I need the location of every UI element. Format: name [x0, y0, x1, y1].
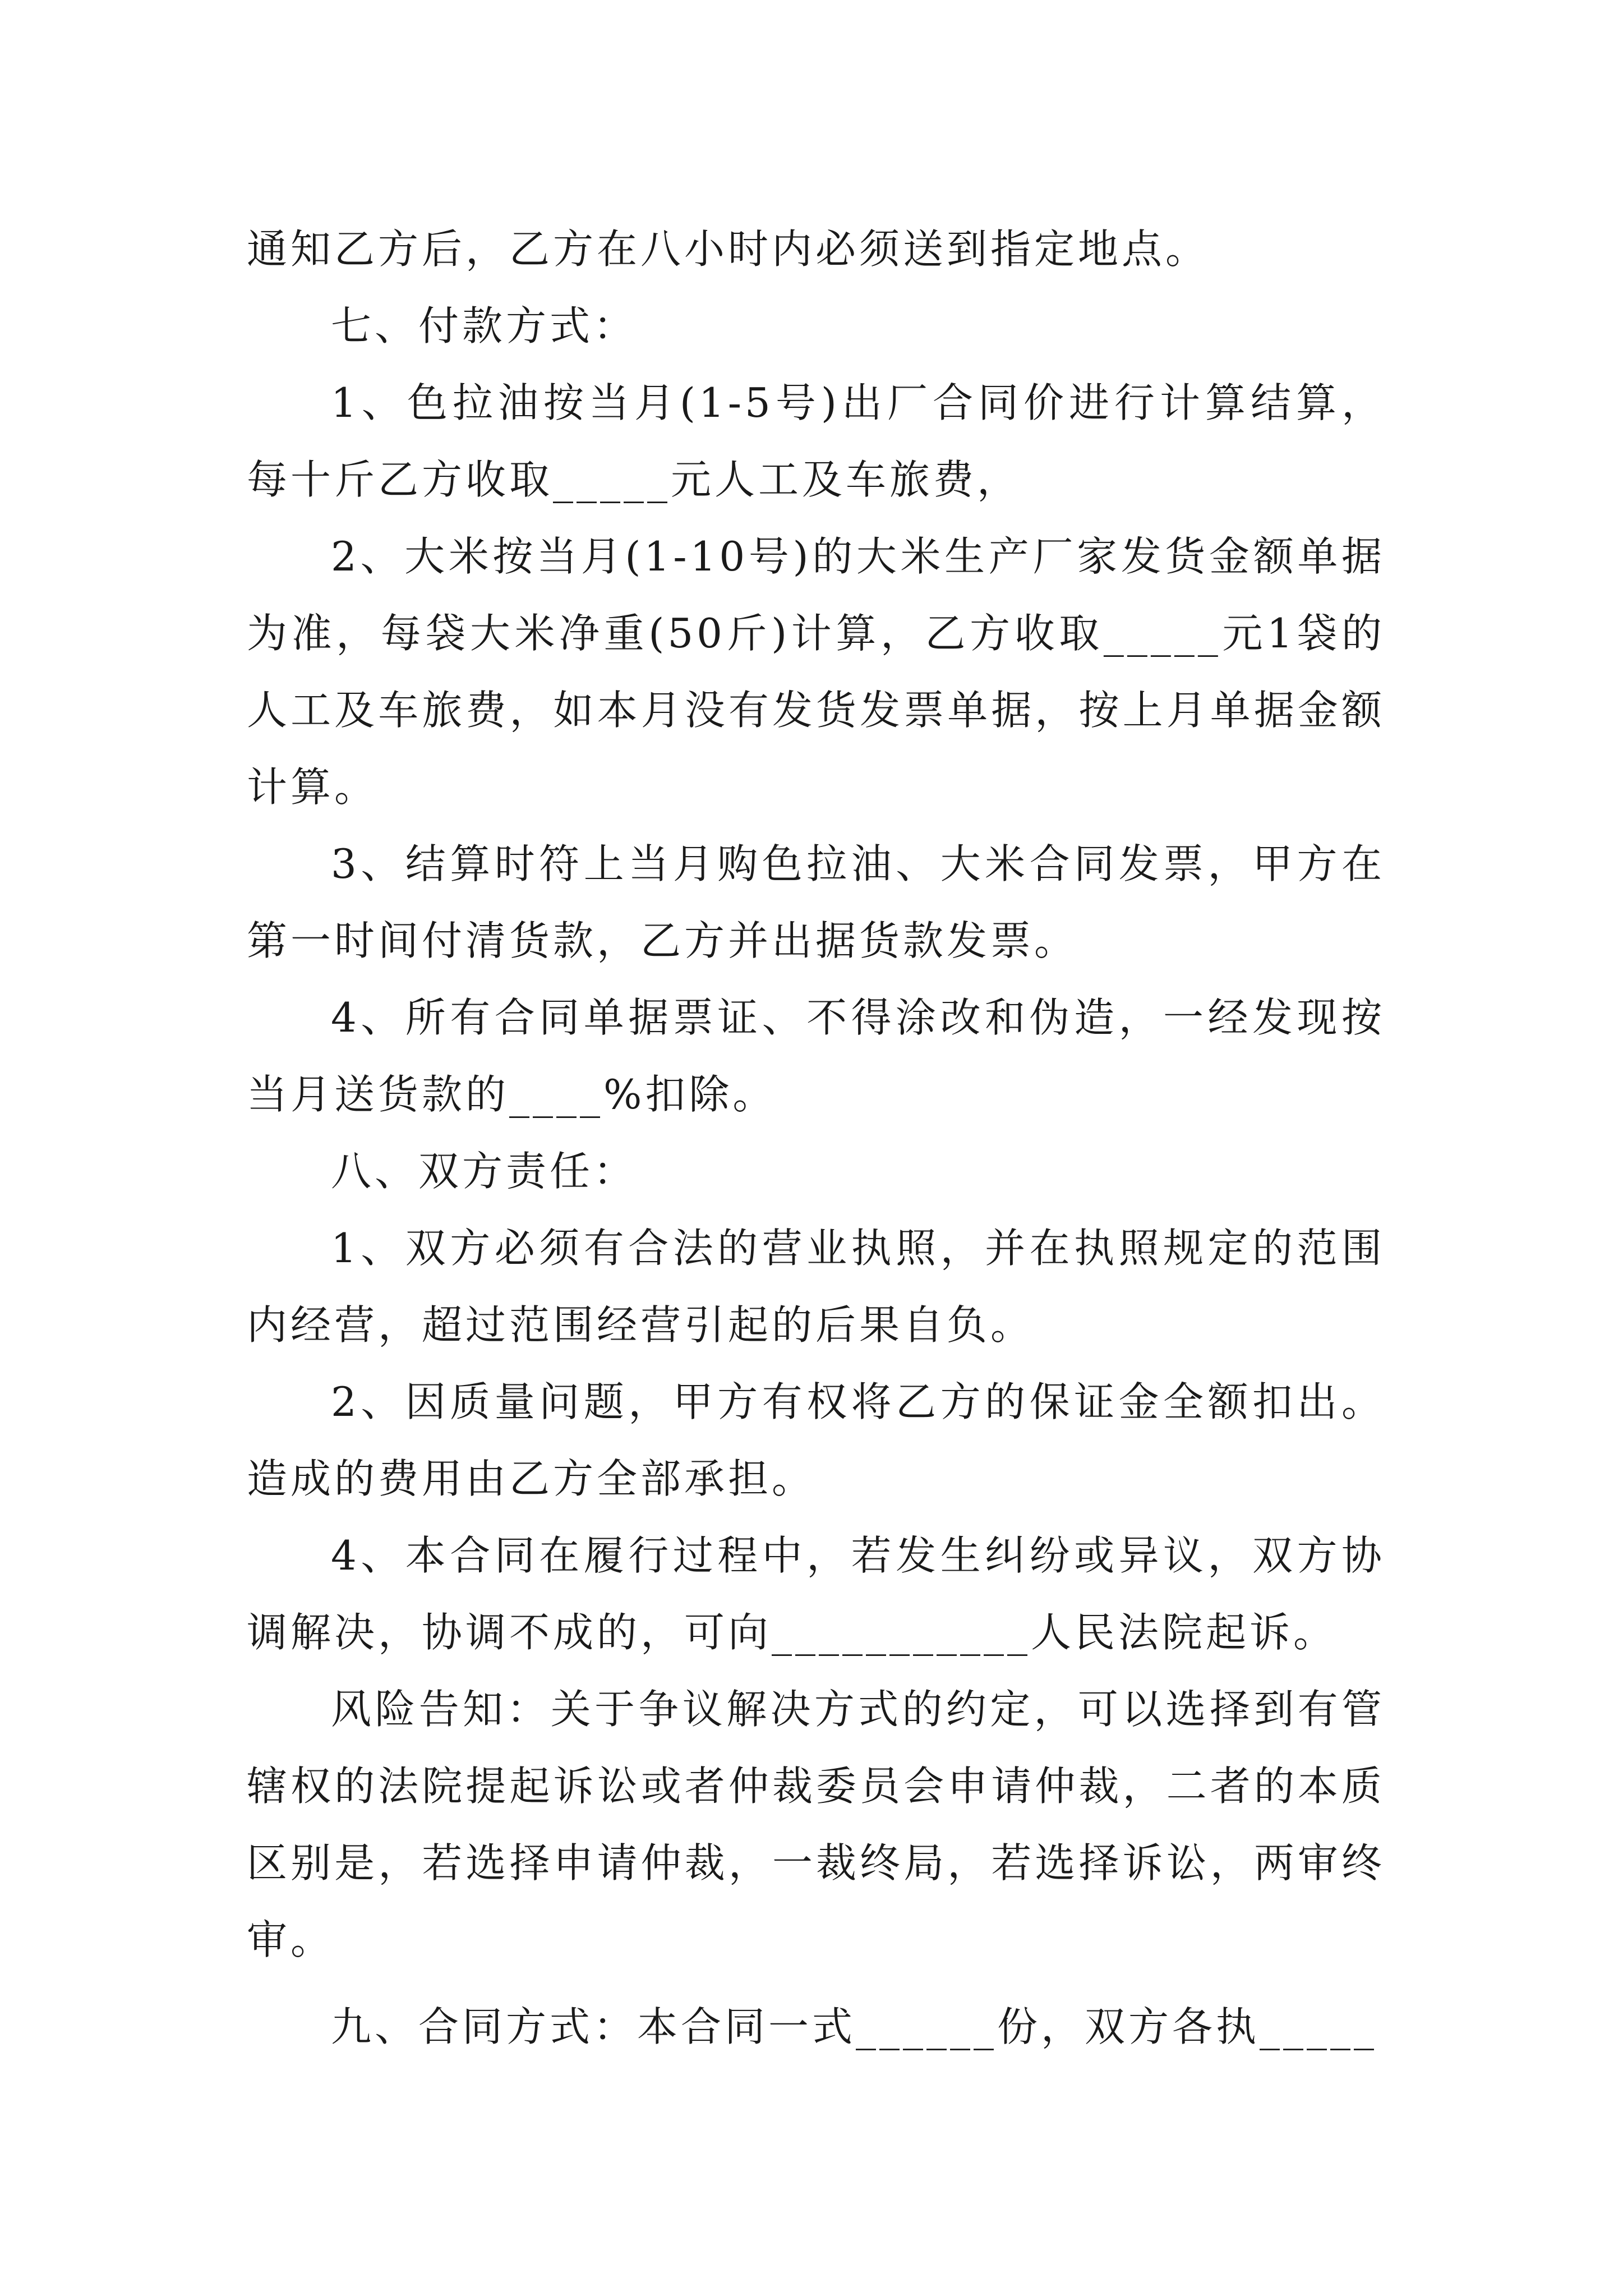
spacer — [247, 1978, 1385, 1989]
clause-rice-settlement: 2、大米按当月(1-10号)的大米生产厂家发货金额单据为准，每袋大米净重(50斤)计算，乙方收取_____元1袋的人工及车旅费，如本月没有发货发票单据，按上月单据金额计算。 — [247, 533, 1385, 811]
contract-body — [247, 211, 1385, 2065]
clause-dispute-court: 4、本合同在履行过程中，若发生纠纷或异议，双方协调解决，协调不成的，可向___________人民法院起诉。 — [247, 1532, 1385, 1656]
heading-responsibilities: 八、双方责任： — [331, 1148, 638, 1195]
heading-payment-method: 七、付款方式： — [331, 302, 638, 349]
clause-contract-copies: 九、合同方式：本合同一式______份，双方各执_____ — [331, 2003, 1378, 2050]
clause-quality-deposit: 2、因质量问题，甲方有权将乙方的保证金全额扣出。造成的费用由乙方全部承担。 — [247, 1378, 1385, 1502]
paragraph-delivery-notice: 通知乙方后，乙方在八小时内必须送到指定地点。 — [247, 226, 1210, 273]
clause-invoice-payment: 3、结算时符上当月购色拉油、大米合同发票，甲方在第一时间付清货款，乙方并出据货款发票。 — [247, 840, 1385, 964]
clause-no-forgery: 4、所有合同单据票证、不得涂改和伪造，一经发现按当月送货款的____%扣除。 — [247, 994, 1385, 1118]
risk-notice: 风险告知：关于争议解决方式的约定，可以选择到有管辖权的法院提起诉讼或者仲裁委员会申请仲裁，二者的本质区别是，若选择申请仲裁，一裁终局，若选择诉讼，两审终审。 — [247, 1686, 1385, 1963]
clause-business-license: 1、双方必须有合法的营业执照，并在执照规定的范围内经营，超过范围经营引起的后果自负。 — [247, 1225, 1385, 1349]
clause-oil-settlement: 1、色拉油按当月(1-5号)出厂合同价进行计算结算，每十斤乙方收取_____元人工及车旅费， — [247, 379, 1385, 503]
